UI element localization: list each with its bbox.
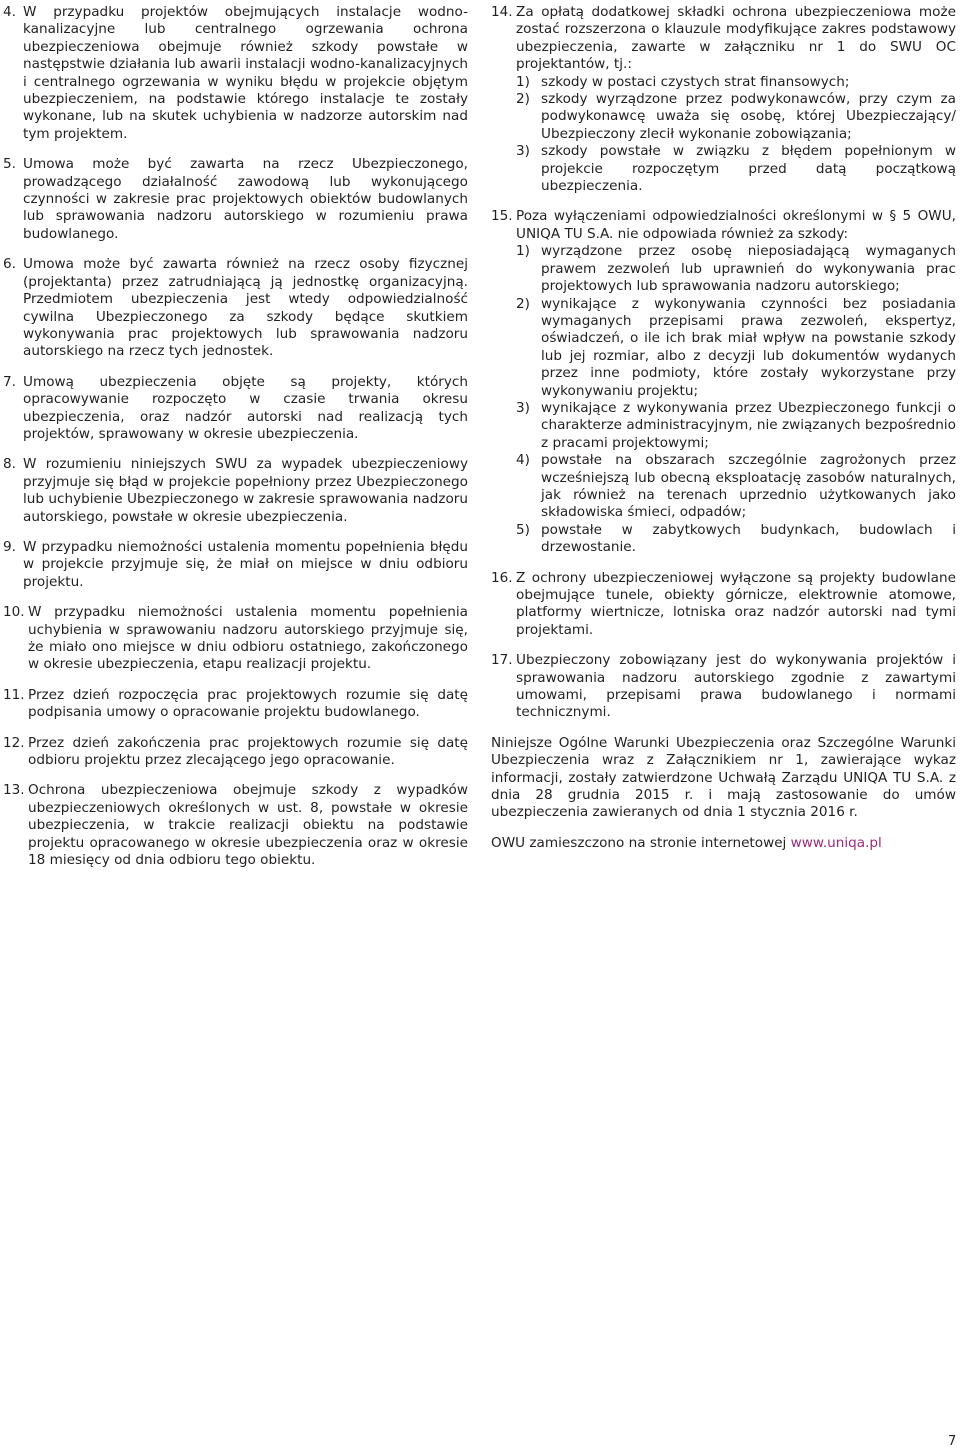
list-item-text: wynikające z wykonywania przez Ubezpieczonego funkcji o charakterze administracyjnym, nie związanych bezpośrednio z pracami projektowymi; [541,399,956,451]
list-item-text: powstałe na obszarach szczególnie zagrożonych przez wcześniejszą lub obecną eksploatację zasobów naturalnych, jak również na terenach uprzednio użytkowanych jako składowiska śmieci, odpadów; [541,452,956,521]
clause-list [516,74,956,196]
paragraph-number: 11. [3,686,25,703]
list-item [516,74,956,91]
paragraph-text: Umową ubezpieczenia objęte są projekty, których opracowywanie rozpoczęto w czasie trwania okresu ubezpieczenia, oraz nadzór autorski nad realizacją tych projektów, sprawowany w okresie ubezpieczenia. [23,373,468,442]
paragraph-text: Przez dzień zakończenia prac projektowych rozumie się datę odbioru projektu przez zlecającego jego opracowanie. [28,734,468,769]
paragraph-text: W przypadku projektów obejmujących instalacje wodno-kanalizacyjne lub centralnego ogrzewania ochrona ubezpieczeniowa obejmuje również szkody powstałe w następstwie działania lub awarii instalacji wodno-kanalizacyjnych i centralnego ogrzewania w wyniku błędu w projekcie objętym ubezpieczeniem, na podstawie którego instalacje te zostały wykonane, lub na skutek uchybienia w nadzorze autorskim nad tym projektem. [23,4,468,142]
list-item-text: wyrządzone przez osobę nieposiadającą wymaganych prawem zezwoleń lub uprawnień do wykonywania prac projektowych lub sprawowania nadzoru autorskiego; [541,243,956,295]
paragraph-number: 17. [491,652,513,669]
paragraph-12 [3,735,468,770]
paragraph-number: 8. [3,456,16,473]
paragraph-number: 16. [491,569,513,586]
list-item-number: 3) [516,399,530,416]
paragraph-number: 14. [491,4,513,20]
paragraph-text: W przypadku niemożności ustalenia momentu popełnienia błędu w projekcie przyjmuje się, że miał on miejsce w dniu odbioru projektu. [23,538,468,590]
paragraph-number: 5. [3,156,16,173]
paragraph-number: 15. [491,208,513,225]
list-item-number: 5) [516,521,530,538]
paragraph-text: W rozumieniu niniejszych SWU za wypadek ubezpieczeniowy przyjmuje się błąd w projekcie popełniony przez Ubezpieczonego lub uchybienie Ubezpieczonego w zakresie sprawowania nadzoru autorskiego, powstałe w okresie ubezpieczenia. [23,456,468,525]
list-item [516,296,956,400]
list-item-text: szkody w postaci czystych strat finansowych; [541,73,850,90]
closing-paragraph: Niniejsze Ogólne Warunki Ubezpieczenia oraz Szczególne Warunki Ubezpieczenia wraz z Załącznikiem nr 1, zawierające wykaz informacji, zostały zatwierdzone Uchwałą Zarządu UNIQA TU S.A. z dnia 28 grudnia 2015 r. i mają zastosowanie do umów ubezpieczenia zawieranych od dnia 1 stycznia 2016 r. [491,734,956,821]
paragraph-5 [3,156,468,243]
list-item-number: 1) [516,243,530,260]
paragraph-number: 12. [3,734,25,751]
paragraph-7 [3,374,468,444]
paragraph-14 [491,4,956,195]
list-item-text: powstałe w zabytkowych budynkach, budowlach i drzewostanie. [541,521,956,556]
paragraph-number: 10. [3,604,25,621]
paragraph-9 [3,539,468,591]
list-item [516,522,956,557]
list-item [516,143,956,195]
list-item-number: 2) [516,295,530,312]
list-item [516,91,956,143]
paragraph-6 [3,256,468,360]
paragraph-text: Poza wyłączeniami odpowiedzialności określonymi w § 5 OWU, UNIQA TU S.A. nie odpowiada również za szkody: [516,208,956,242]
right-column [491,4,956,865]
left-column [3,4,468,882]
paragraph-text: Przez dzień rozpoczęcia prac projektowych rozumie się datę podpisania umowy o opracowanie projektu budowlanego. [28,686,468,721]
list-item [516,243,956,295]
list-item-text: szkody powstałe w związku z błędem popełnionym w projekcie rozpoczętym przed datą początkową ubezpieczenia. [541,143,956,195]
paragraph-8 [3,456,468,526]
list-item [516,400,956,452]
list-item-number: 1) [516,73,530,90]
paragraph-15 [491,208,956,556]
website-note-text: OWU zamieszczono na stronie internetowej [491,834,791,851]
page-number: 7 [948,1434,957,1449]
paragraph-number: 9. [3,538,16,555]
exclusion-list [516,243,956,556]
website-note [491,835,956,852]
paragraph-10 [3,604,468,674]
paragraph-number: 7. [3,373,16,390]
list-item-number: 3) [516,143,530,160]
list-item-text: szkody wyrządzone przez podwykonawców, przy czym za podwykonawcę uważa się osobę, której Ubezpieczający/ Ubezpieczony zlecił wykonanie zobowiązania; [541,91,956,142]
paragraph-16 [491,570,956,640]
paragraph-text: Umowa może być zawarta na rzecz Ubezpieczonego, prowadzącego działalność zawodową lub wykonującego czynności w zakresie prac projektowych obiektów budowlanych lub sprawowania nadzoru autorskiego w rozumieniu prawa budowlanego. [23,156,468,242]
paragraph-number: 13. [3,782,25,799]
list-item-number: 4) [516,452,530,469]
website-link[interactable]: www.uniqa.pl [790,834,882,851]
paragraph-17 [491,652,956,722]
list-item-text: wynikające z wykonywania czynności bez posiadania wymaganych przepisami prawa zezwoleń, ekspertyz, oświadczeń, o ile ich brak miał wpływ na powstanie szkody lub jej rozmiar, albo z decyzji lub dokumentów wydanych przez inne podmioty, które zostały wykorzystane przy wykonywaniu projektu; [541,295,956,399]
paragraph-number: 6. [3,256,16,273]
paragraph-text: Za opłatą dodatkowej składki ochrona ubezpieczeniowa może zostać rozszerzona o klauzule modyfikujące zakres podstawowy ubezpieczenia, zawarte w załączniku nr 1 do SWU OC projektantów, tj.: [516,4,956,73]
paragraph-text: Z ochrony ubezpieczeniowej wyłączone są projekty budowlane obejmujące tunele, obiekty górnicze, elektrownie atomowe, platformy wiertnicze, lotniska oraz nadzór autorski nad tymi projektami. [516,569,956,638]
paragraph-text: Ochrona ubezpieczeniowa obejmuje szkody z wypadków ubezpieczeniowych określonych w ust. 8, powstałe w okresie ubezpieczenia, w trakcie realizacji obiektu na podstawie projektu opracowanego w okresie ubezpieczenia oraz w okresie 18 miesięcy od dnia odbioru tego obiektu. [28,782,468,869]
paragraph-4 [3,4,468,143]
list-item-number: 2) [516,91,530,108]
paragraph-number: 4. [3,4,16,20]
paragraph-text: Ubezpieczony zobowiązany jest do wykonywania projektów i sprawowania nadzoru autorskiego zgodnie z zawartymi umowami, przepisami prawa budowlanego i normami technicznymi. [516,652,956,721]
paragraph-text: W przypadku niemożności ustalenia momentu popełnienia uchybienia w sprawowaniu nadzoru autorskiego przyjmuje się, że miało ono miejsce w dniu odbioru ostatniego, zakończonego w okresie ubezpieczenia, etapu realizacji projektu. [28,604,468,673]
paragraph-13 [3,782,468,869]
list-item [516,452,956,522]
paragraph-11 [3,687,468,722]
paragraph-text: Umowa może być zawarta również na rzecz osoby fizycznej (projektanta) przez zatrudniającą ją jednostkę organizacyjną. Przedmiotem ubezpieczenia jest wtedy odpowiedzialność cywilna Ubezpieczonego za szkody będące skutkiem wykonywania prac projektowych lub sprawowania nadzoru autorskiego na rzecz tych jednostek. [23,256,468,360]
